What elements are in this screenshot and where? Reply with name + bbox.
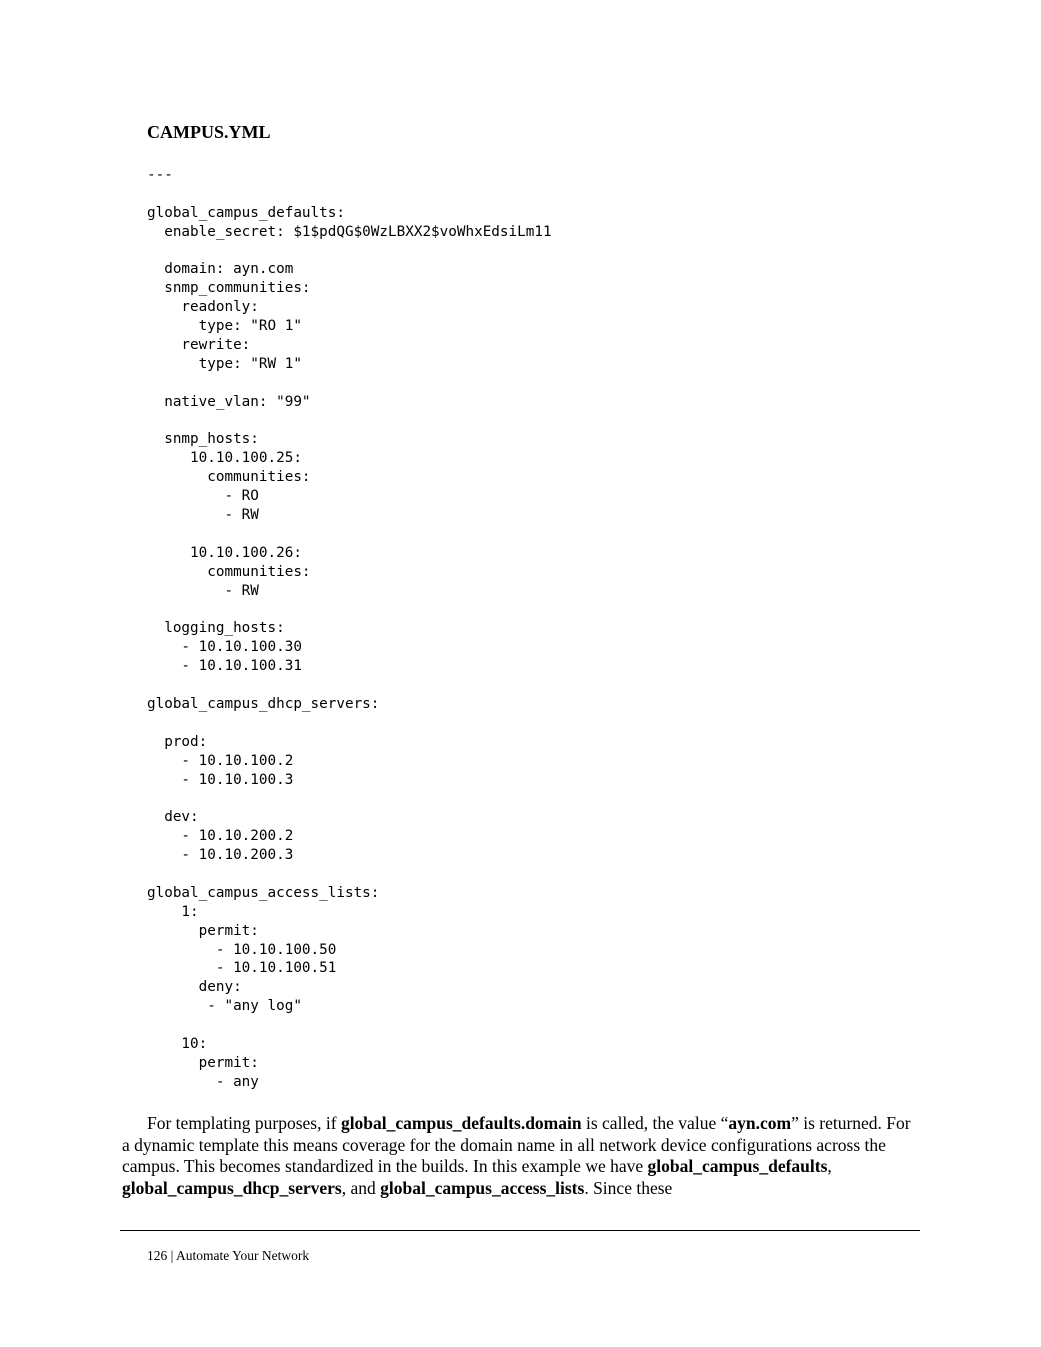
code-line: native_vlan: "99" bbox=[147, 393, 311, 410]
code-line: - 10.10.100.3 bbox=[147, 771, 294, 788]
code-line: communities: bbox=[147, 469, 311, 486]
code-line: domain: ayn.com bbox=[147, 261, 294, 278]
code-line bbox=[147, 676, 552, 695]
code-line bbox=[147, 185, 552, 204]
code-line bbox=[147, 374, 552, 393]
paragraph-bold: global_campus_defaults.domain bbox=[340, 1113, 582, 1133]
code-line bbox=[147, 1016, 552, 1035]
code-line bbox=[147, 865, 552, 884]
code-line: - 10.10.100.2 bbox=[147, 752, 294, 769]
body-paragraph bbox=[122, 1113, 922, 1199]
code-line bbox=[147, 525, 552, 544]
code-line: global_campus_defaults: bbox=[147, 204, 345, 221]
code-line: - any bbox=[147, 1073, 259, 1090]
code-line: snmp_hosts: bbox=[147, 431, 259, 448]
footer-divider bbox=[120, 1230, 920, 1231]
code-line bbox=[147, 412, 552, 431]
code-line: global_campus_access_lists: bbox=[147, 884, 380, 901]
code-line: 10: bbox=[147, 1035, 208, 1052]
code-line bbox=[147, 600, 552, 619]
code-line: snmp_communities: bbox=[147, 280, 311, 297]
paragraph-bold: global_campus_dhcp_servers bbox=[122, 1177, 342, 1198]
code-line: - 10.10.200.3 bbox=[147, 847, 294, 864]
code-line: - "any log" bbox=[147, 998, 302, 1015]
section-heading: CAMPUS.YML bbox=[147, 122, 271, 142]
paragraph-bold: ayn.com bbox=[728, 1113, 792, 1133]
code-line: global_campus_dhcp_servers: bbox=[147, 695, 380, 712]
code-line: rewrite: bbox=[147, 337, 251, 354]
paragraph-text: , bbox=[827, 1156, 832, 1176]
paragraph-bold: global_campus_defaults bbox=[647, 1156, 828, 1176]
yaml-code-block bbox=[147, 166, 552, 1092]
code-line: - 10.10.200.2 bbox=[147, 828, 294, 845]
paragraph-bold: global_campus_access_lists bbox=[380, 1177, 585, 1198]
code-line: - RW bbox=[147, 507, 259, 524]
code-line: readonly: bbox=[147, 299, 259, 316]
code-line: type: "RO 1" bbox=[147, 318, 302, 335]
code-line: - 10.10.100.50 bbox=[147, 941, 337, 958]
code-line bbox=[147, 242, 552, 261]
code-line bbox=[147, 714, 552, 733]
code-line: deny: bbox=[147, 979, 242, 996]
code-line: - 10.10.100.31 bbox=[147, 658, 302, 675]
paragraph-text: For templating purposes, if bbox=[147, 1113, 341, 1133]
code-line: logging_hosts: bbox=[147, 620, 285, 637]
code-line: type: "RW 1" bbox=[147, 355, 302, 372]
paragraph-text: ” is returned. For a dynamic template this means coverage for the domain name in all network device configurations across the campus. This becomes standardized in the builds. In this example we have bbox=[122, 1113, 911, 1176]
code-line: 10.10.100.26: bbox=[147, 544, 302, 561]
paragraph-text: is called, the value “ bbox=[581, 1113, 729, 1133]
code-line: - RW bbox=[147, 582, 259, 599]
page-footer: 126 | Automate Your Network bbox=[147, 1248, 310, 1263]
code-line bbox=[147, 789, 552, 808]
code-line: enable_secret: $1$pdQG$0WzLBXX2$voWhxEdsiLm11 bbox=[147, 223, 552, 240]
code-line: dev: bbox=[147, 809, 199, 826]
code-line: - RO bbox=[147, 488, 259, 505]
code-line: permit: bbox=[147, 1054, 259, 1071]
code-line: - 10.10.100.30 bbox=[147, 639, 302, 656]
paragraph-text: . Since these bbox=[584, 1177, 673, 1198]
code-line: 10.10.100.25: bbox=[147, 450, 302, 467]
code-line: - 10.10.100.51 bbox=[147, 960, 337, 977]
code-line: permit: bbox=[147, 922, 259, 939]
code-line: communities: bbox=[147, 563, 311, 580]
code-line: prod: bbox=[147, 733, 208, 750]
code-line: 1: bbox=[147, 903, 199, 920]
paragraph-text: , and bbox=[341, 1177, 381, 1198]
code-line: --- bbox=[147, 167, 173, 183]
